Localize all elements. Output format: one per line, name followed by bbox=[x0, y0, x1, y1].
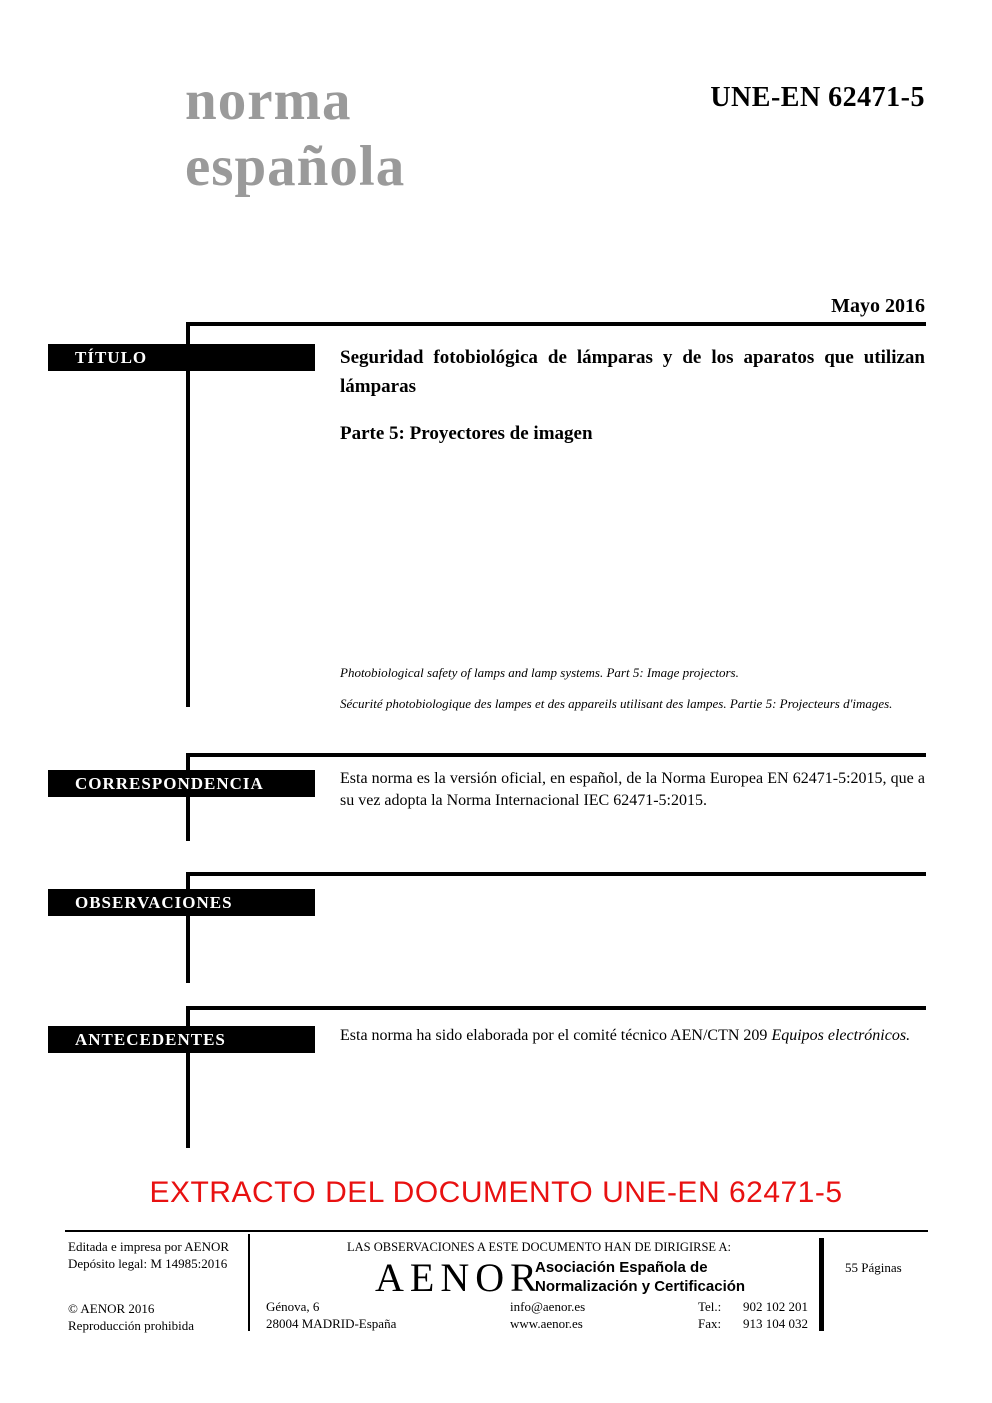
correspondencia-content bbox=[340, 768, 925, 812]
footer-fax-label: Fax: bbox=[698, 1316, 722, 1331]
footer-address-block bbox=[266, 1298, 396, 1332]
antecedentes-text-italic: Equipos electrónicos. bbox=[771, 1027, 911, 1044]
footer-top-rule bbox=[65, 1230, 928, 1232]
antecedentes-label: ANTECEDENTES bbox=[75, 1029, 226, 1049]
page-count: 55 Páginas bbox=[845, 1260, 902, 1275]
aenor-logo: AENOR bbox=[375, 1255, 543, 1300]
footer-tel-label: Tel.: bbox=[698, 1299, 722, 1314]
footer-observations-notice: LAS OBSERVACIONES A ESTE DOCUMENTO HAN DE DIRIGIRSE A: bbox=[347, 1240, 731, 1254]
titulo-vertical-rule bbox=[186, 322, 190, 707]
aenor-org-name bbox=[535, 1258, 745, 1296]
footer-fax-value: 913 104 032 bbox=[743, 1316, 808, 1331]
antecedentes-text bbox=[340, 1025, 925, 1047]
footer-email: info@aenor.es bbox=[510, 1299, 586, 1314]
titulo-section-bar bbox=[48, 344, 315, 371]
footer-address-line2: 28004 MADRID-España bbox=[266, 1316, 397, 1331]
antecedentes-text-normal: Esta norma ha sido elaborada por el comité técnico AEN/CTN 209 bbox=[340, 1027, 768, 1044]
aenor-org-line1: Asociación Española de bbox=[535, 1259, 708, 1276]
footer-tel-row bbox=[698, 1298, 808, 1315]
antecedentes-top-rule bbox=[186, 1006, 926, 1010]
correspondencia-top-rule bbox=[186, 753, 926, 757]
title-french: Sécurité photobiologique des lampes et des appareils utilisant des lampes. Partie 5: Projecteurs d'images. bbox=[340, 696, 893, 711]
document-code: UNE-EN 62471-5 bbox=[710, 82, 925, 113]
observaciones-top-rule bbox=[186, 872, 926, 876]
correspondencia-label: CORRESPONDENCIA bbox=[75, 773, 264, 793]
titulo-part-content bbox=[340, 423, 925, 445]
footer-edited-block bbox=[68, 1238, 229, 1272]
titulo-content bbox=[340, 343, 925, 401]
footer-edited-line1: Editada e impresa por AENOR bbox=[68, 1239, 230, 1254]
footer-copyright-line1: © AENOR 2016 bbox=[68, 1301, 155, 1316]
footer-contact-block bbox=[510, 1298, 585, 1332]
observaciones-label: OBSERVACIONES bbox=[75, 892, 233, 912]
antecedentes-content bbox=[340, 1025, 925, 1047]
titulo-top-rule bbox=[186, 322, 926, 326]
document-title-part: Parte 5: Proyectores de imagen bbox=[340, 423, 593, 444]
footer-divider-left bbox=[248, 1234, 250, 1331]
observaciones-section-bar bbox=[48, 889, 315, 916]
extract-banner: EXTRACTO DEL DOCUMENTO UNE-EN 62471-5 bbox=[149, 1176, 843, 1209]
aenor-org-line2: Normalización y Certificación bbox=[535, 1278, 746, 1295]
footer-copyright-line2: Reproducción prohibida bbox=[68, 1318, 194, 1333]
footer-fax-row bbox=[698, 1315, 808, 1332]
footer-phone-block bbox=[698, 1298, 808, 1332]
footer-website: www.aenor.es bbox=[510, 1316, 583, 1331]
antecedentes-section-bar bbox=[48, 1026, 315, 1053]
publication-date: Mayo 2016 bbox=[831, 295, 925, 317]
footer-edited-line2: Depósito legal: M 14985:2016 bbox=[68, 1256, 228, 1271]
correspondencia-section-bar bbox=[48, 770, 315, 797]
correspondencia-text: Esta norma es la versión oficial, en español, de la Norma Europea EN 62471-5:2015, que a su vez adopta la Norma Internacional IEC 62471-5:2015. bbox=[340, 770, 925, 809]
norma-espanola-logo bbox=[185, 68, 405, 200]
footer-address-line1: Génova, 6 bbox=[266, 1299, 320, 1314]
footer-divider-right bbox=[819, 1238, 824, 1331]
correspondencia-vertical-rule bbox=[186, 753, 190, 841]
logo-line-2: española bbox=[185, 135, 406, 198]
footer-copyright-block bbox=[68, 1300, 194, 1334]
document-title: Seguridad fotobiológica de lámparas y de los aparatos que utilizan lámparas bbox=[340, 347, 925, 397]
footer-tel-value: 902 102 201 bbox=[743, 1299, 808, 1314]
logo-line-1: norma bbox=[185, 69, 352, 132]
titulo-label: TÍTULO bbox=[75, 347, 148, 367]
title-english: Photobiological safety of lamps and lamp systems. Part 5: Image projectors. bbox=[340, 665, 739, 680]
